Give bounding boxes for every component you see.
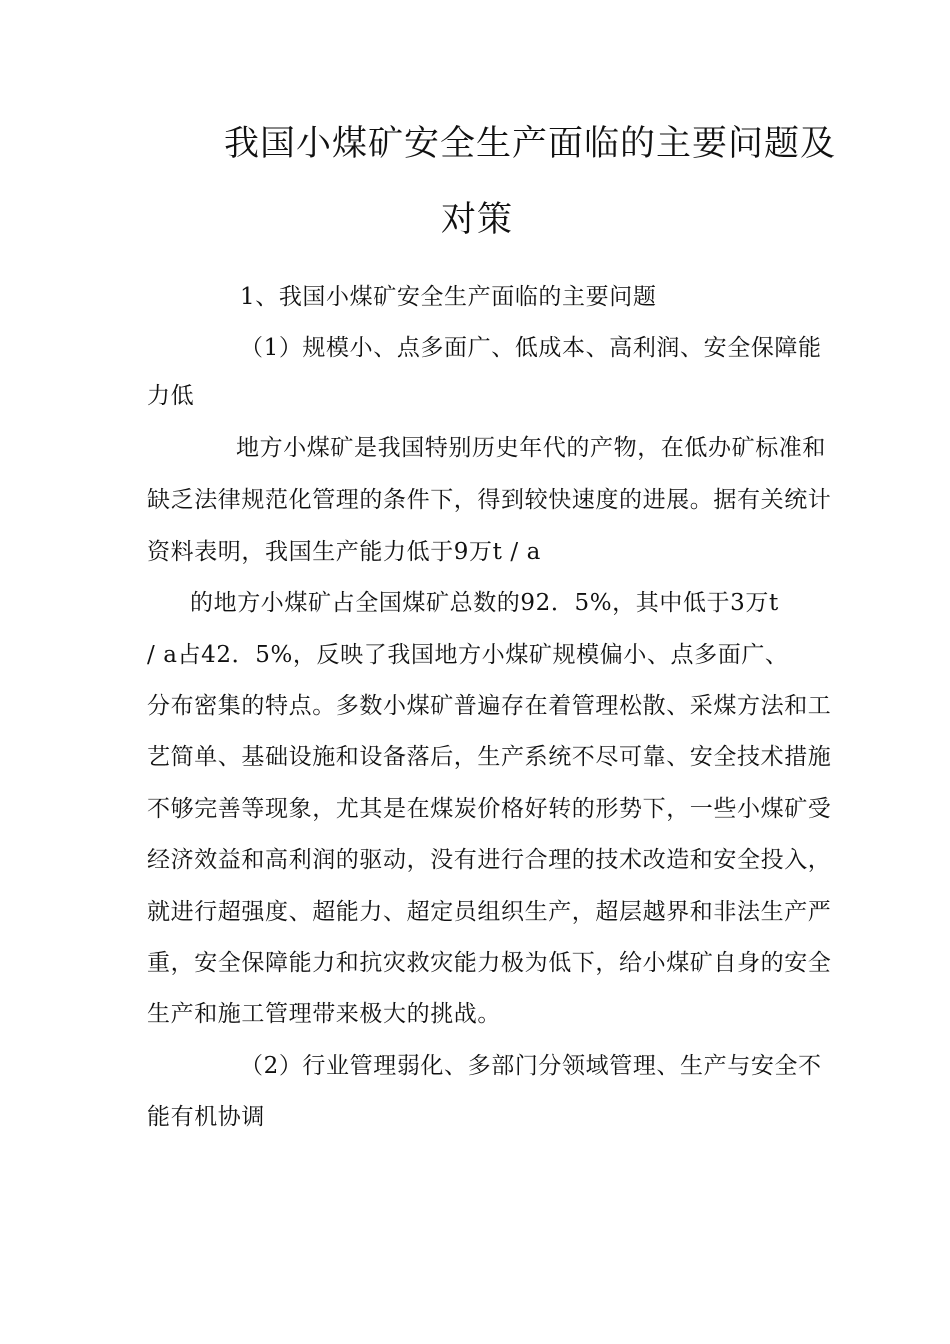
paragraph-line: 艺简单、基础设施和设备落后，生产系统不尽可靠、安全技术措施	[147, 744, 832, 770]
paragraph-line: 就进行超强度、超能力、超定员组织生产，超层越界和非法生产严	[147, 899, 832, 925]
paragraph-line: 资料表明，我国生产能力低于9万t / a	[147, 539, 541, 565]
paragraph-line: 生产和施工管理带来极大的挑战。	[147, 1001, 501, 1027]
paragraph-line: 经济效益和高利润的驱动，没有进行合理的技术改造和安全投入，	[147, 847, 832, 873]
paragraph-line: 分布密集的特点。多数小煤矿普遍存在着管理松散、采煤方法和工	[147, 693, 832, 719]
paragraph-line: / a占42．5%，反映了我国地方小煤矿规模偏小、点多面广、	[147, 642, 789, 668]
document-title-line-2: 对策	[441, 200, 514, 240]
document-title-line-1: 我国小煤矿安全生产面临的主要问题及	[224, 124, 837, 164]
paragraph-line: 重，安全保障能力和抗灾救灾能力极为低下，给小煤矿自身的安全	[147, 950, 832, 976]
subheading-1-line-2: 力低	[147, 383, 195, 409]
subheading-1-line-1: （1）规模小、点多面广、低成本、高利润、安全保障能	[240, 335, 822, 361]
paragraph-line: 的地方小煤矿占全国煤矿总数的92．5%，其中低于3万t	[190, 590, 779, 616]
paragraph-line: 不够完善等现象，尤其是在煤炭价格好转的形势下，一些小煤矿受	[147, 796, 832, 822]
subheading-2-line-2: 能有机协调	[147, 1104, 265, 1130]
paragraph-line: 地方小煤矿是我国特别历史年代的产物，在低办矿标准和	[236, 435, 826, 461]
subheading-2-line-1: （2）行业管理弱化、多部门分领域管理、生产与安全不	[240, 1053, 822, 1079]
section-heading-1: 1、我国小煤矿安全生产面临的主要问题	[240, 284, 657, 310]
paragraph-line: 缺乏法律规范化管理的条件下，得到较快速度的进展。据有关统计	[147, 487, 832, 513]
